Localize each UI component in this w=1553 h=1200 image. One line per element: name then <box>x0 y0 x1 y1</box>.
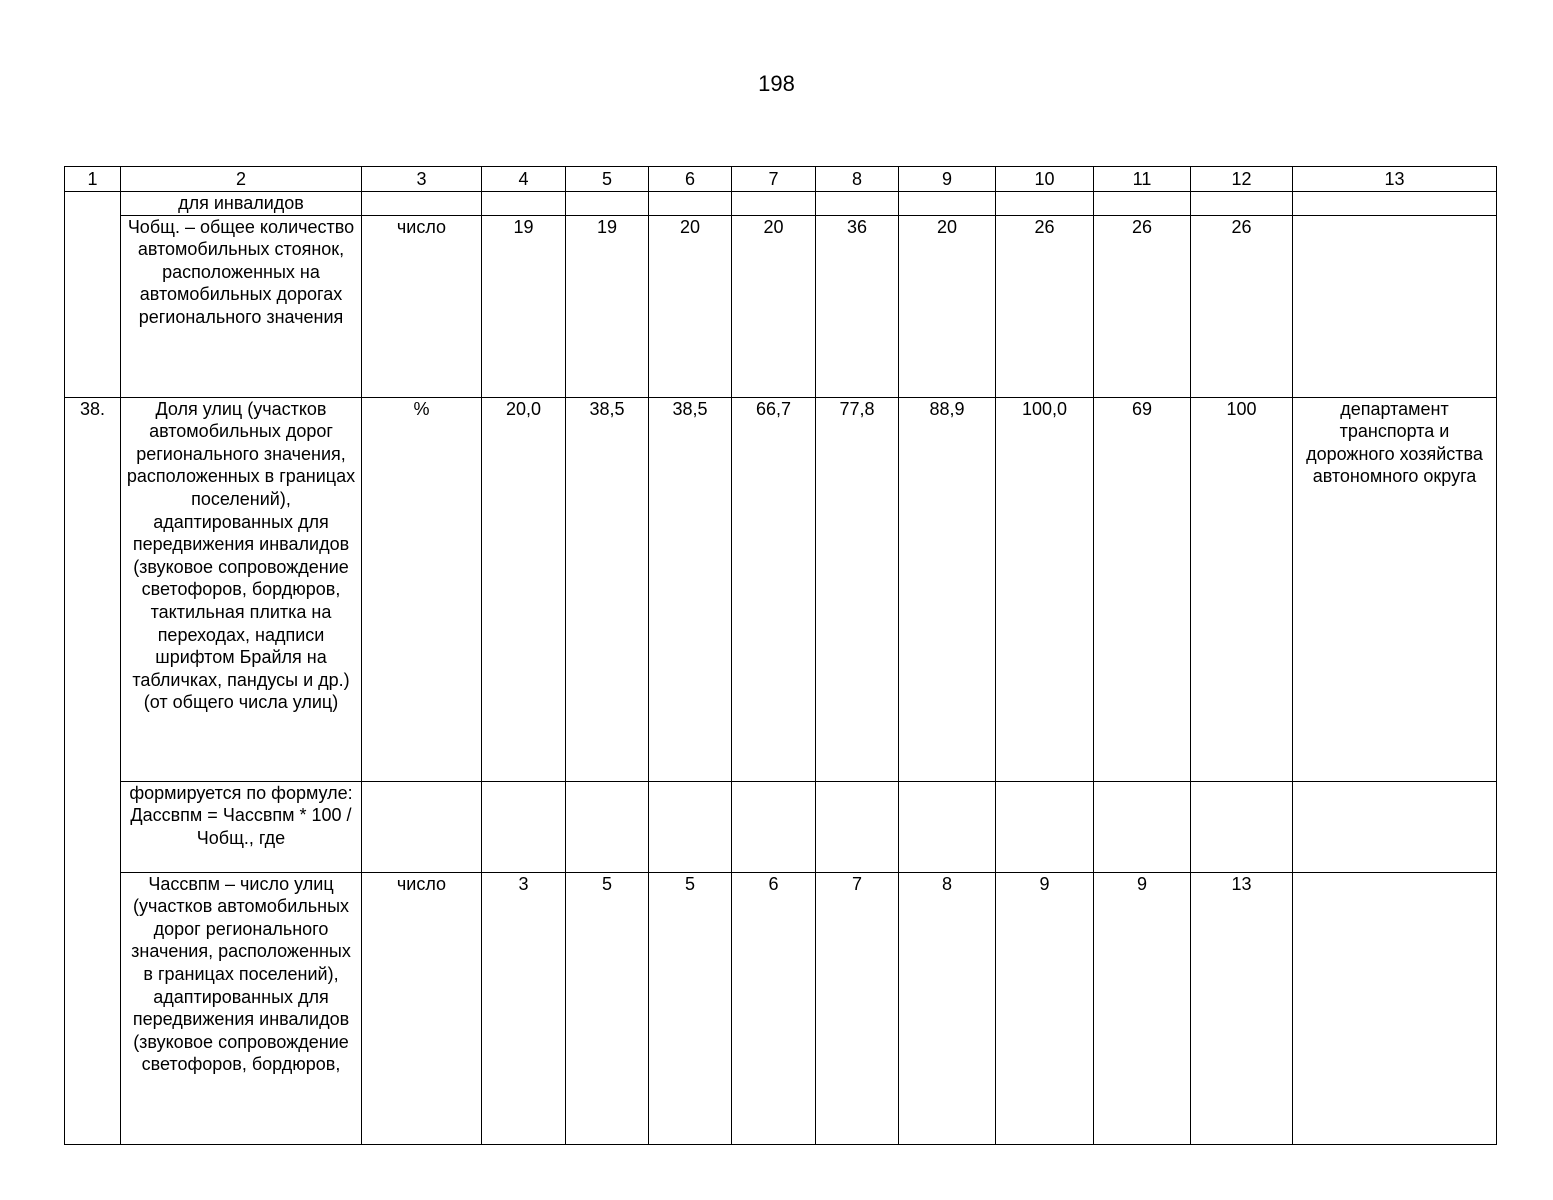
value-cell: 20,0 <box>482 397 566 781</box>
header-cell: 11 <box>1094 167 1191 192</box>
header-cell: 9 <box>899 167 996 192</box>
header-cell: 6 <box>649 167 732 192</box>
value-cell: 100 <box>1191 397 1293 781</box>
value-cell: 36 <box>816 215 899 397</box>
value-cell: 9 <box>1094 872 1191 1144</box>
value-cell <box>482 192 566 216</box>
responsible-cell: департамент транспорта и дорожного хозяйства автономного округа <box>1293 397 1497 781</box>
header-cell: 7 <box>732 167 816 192</box>
value-cell <box>1191 781 1293 872</box>
value-cell: 38,5 <box>649 397 732 781</box>
row-number-cell: 38. <box>65 397 121 1144</box>
indicator-name-cell: Доля улиц (участков автомобильных дорог регионального значения, расположенных в границах поселений), адаптированных для передвижения инвалидов (звуковое сопровождение светофоров, бордюров, тактильная плитка на переходах, надписи шрифтом Брайля на табличках, пандусы и др.) (от общего числа улиц) <box>121 397 362 781</box>
unit-cell: % <box>362 397 482 781</box>
header-cell: 13 <box>1293 167 1497 192</box>
value-cell <box>1094 781 1191 872</box>
value-cell: 20 <box>899 215 996 397</box>
value-cell <box>566 192 649 216</box>
value-cell <box>816 192 899 216</box>
indicator-name-cell: Чассвпм – число улиц (участков автомобильных дорог регионального значения, расположенных в границах поселений), адаптированных для передвижения инвалидов (звуковое сопровождение светофоров, бордюров, <box>121 872 362 1144</box>
table-row <box>65 781 1497 872</box>
value-cell: 20 <box>649 215 732 397</box>
value-cell <box>899 781 996 872</box>
table-row <box>65 872 1497 1144</box>
responsible-cell <box>1293 781 1497 872</box>
header-cell: 4 <box>482 167 566 192</box>
value-cell: 9 <box>996 872 1094 1144</box>
responsible-cell <box>1293 872 1497 1144</box>
value-cell <box>566 781 649 872</box>
page-number: 198 <box>758 71 795 96</box>
value-cell: 3 <box>482 872 566 1144</box>
value-cell: 6 <box>732 872 816 1144</box>
value-cell: 100,0 <box>996 397 1094 781</box>
value-cell: 5 <box>649 872 732 1144</box>
value-cell: 13 <box>1191 872 1293 1144</box>
value-cell: 5 <box>566 872 649 1144</box>
table-row <box>65 192 1497 216</box>
value-cell <box>649 192 732 216</box>
indicator-name-cell: Чобщ. – общее количество автомобильных стоянок, расположенных на автомобильных дорогах регионального значения <box>121 215 362 397</box>
responsible-cell <box>1293 192 1497 216</box>
value-cell: 8 <box>899 872 996 1144</box>
value-cell <box>899 192 996 216</box>
header-cell: 3 <box>362 167 482 192</box>
unit-cell <box>362 192 482 216</box>
header-cell: 8 <box>816 167 899 192</box>
value-cell <box>649 781 732 872</box>
value-cell <box>482 781 566 872</box>
responsible-cell <box>1293 215 1497 397</box>
value-cell <box>1094 192 1191 216</box>
value-cell <box>816 781 899 872</box>
value-cell: 19 <box>482 215 566 397</box>
header-cell: 12 <box>1191 167 1293 192</box>
table-row <box>65 397 1497 781</box>
formula-cell: формируется по формуле: Дассвпм = Чассвпм * 100 / Чобщ., где <box>121 781 362 872</box>
indicator-name-cell: для инвалидов <box>121 192 362 216</box>
table-row <box>65 215 1497 397</box>
header-cell: 1 <box>65 167 121 192</box>
row-number-cell <box>65 192 121 398</box>
header-cell: 10 <box>996 167 1094 192</box>
unit-cell: число <box>362 215 482 397</box>
unit-cell: число <box>362 872 482 1144</box>
header-cell: 2 <box>121 167 362 192</box>
header-cell: 5 <box>566 167 649 192</box>
value-cell <box>732 781 816 872</box>
value-cell: 26 <box>996 215 1094 397</box>
value-cell: 38,5 <box>566 397 649 781</box>
value-cell: 19 <box>566 215 649 397</box>
value-cell: 88,9 <box>899 397 996 781</box>
value-cell: 69 <box>1094 397 1191 781</box>
value-cell <box>996 192 1094 216</box>
value-cell: 7 <box>816 872 899 1144</box>
unit-cell <box>362 781 482 872</box>
value-cell: 26 <box>1094 215 1191 397</box>
value-cell: 20 <box>732 215 816 397</box>
value-cell <box>1191 192 1293 216</box>
value-cell <box>996 781 1094 872</box>
value-cell <box>732 192 816 216</box>
indicator-table <box>64 166 1497 1145</box>
value-cell: 77,8 <box>816 397 899 781</box>
value-cell: 66,7 <box>732 397 816 781</box>
header-row <box>65 167 1497 192</box>
value-cell: 26 <box>1191 215 1293 397</box>
